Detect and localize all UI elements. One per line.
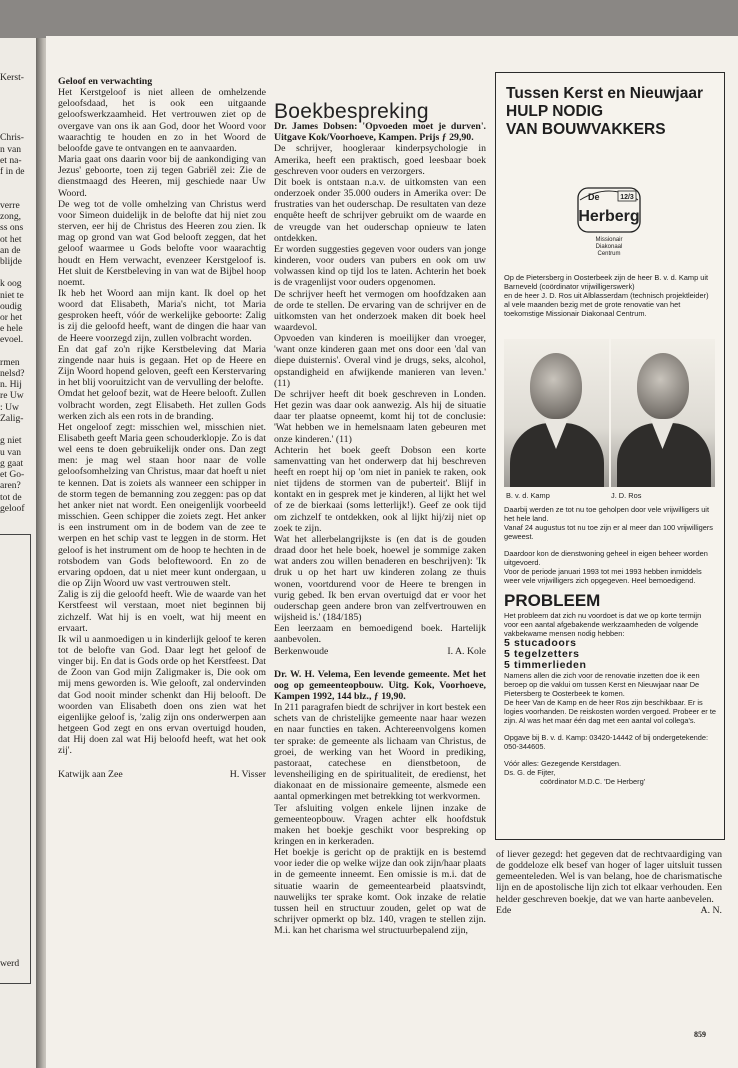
- previous-page-fragment: geloof: [0, 503, 25, 514]
- signature-place: Berkenwoude: [274, 645, 329, 657]
- previous-page-fragment: zong,: [0, 211, 22, 222]
- ad-call: Namens allen die zich voor de renovatie inzetten doe ik een beroep op die vaklui om tussen Kerst en Nieuwjaar naar De Pietersberg te Oosterbeek te komen.: [504, 671, 700, 698]
- photo-kamp: [504, 339, 609, 487]
- herberg-advertisement: [495, 72, 725, 840]
- paragraph: De schrijver, hoogleraar kinderpsychologie in Amerika, heeft een praktisch, goed leesbaar boek geschreven voor ouders en verzorgers.: [274, 143, 486, 177]
- paragraph: Omdat het geloof bezit, wat de Heere belooft. Zullen volbracht worden, zegt Elisabeth. Het zullen Gods werken zich als een rots in de branding.: [58, 388, 266, 422]
- column-geloof-en-verwachting: [58, 76, 266, 780]
- photo-ros: [611, 339, 716, 487]
- previous-page-fragment: g niet: [0, 435, 22, 446]
- previous-page-fragment: Kerst-: [0, 72, 24, 83]
- ad-body: Voor de periode januari 1993 tot mei 1993 hebben inmiddels weer vele vrijwilligers zich opgegeven. Heel bemoedigend.: [504, 567, 702, 585]
- signature-name: H. Visser: [229, 768, 266, 780]
- previous-page-fragment: niet te: [0, 290, 24, 301]
- page: [46, 36, 738, 1068]
- signature-place: Ede: [496, 904, 512, 916]
- logo-text-de: De: [588, 192, 600, 202]
- previous-page-fragment: k oog: [0, 278, 22, 289]
- paragraph: Ik heb het Woord aan mijn kant. Ik doel op het woord dat Elisabeth, Maria's nicht, tot Maria gesproken heeft, vóór de werkelijke geboorte: Zalig is zij die geloofd heeft, want de dingen die haar van de Heere voorzegd zijn, zullen volbracht worden.: [58, 287, 266, 344]
- page-number: 859: [694, 1030, 706, 1039]
- skill-item: 5 timmerlieden: [504, 659, 587, 671]
- column-boekbespreking: [274, 100, 486, 937]
- paragraph: En dat gaf zo'n rijke Kerstbeleving dat Maria zingende naar huis is gegaan. Het op de Heere en Zijn Woord hopend geloven, geeft een Kerstervaring in het blij vooruitzicht van de vervulling der belofte.: [58, 343, 266, 389]
- logo-sub-line: Missionair: [595, 237, 623, 243]
- skill-item: 5 tegelzetters: [504, 648, 580, 660]
- caption-right: J. D. Ros: [611, 491, 642, 500]
- section-title: Boekbespreking: [274, 100, 429, 123]
- ad-contact: Opgave bij B. v. d. Kamp: 03420-14442 of bij ondergetekende: 050-344605.: [504, 733, 709, 751]
- paragraph: Ter afsluiting volgen enkele lijnen inzake de gemeenteopbouw. Vragen achter elk hoofdstuk maken het boekje geschikt voor bespreking op kringen en in kerkeraden.: [274, 802, 486, 847]
- paragraph: Ik wil u aanmoedigen u in kinderlijk geloof te keren tot de belofte van God. Daar legt het geloof de vinger bij. En dat is Gods orde op het Kerstfeest. Dat de Zoon van God mijn Zaligmaker is, Die ook om mij mens geworden is. Wie gelooft, zal ondervinden dat God nooit minder schenkt dan Hij belooft. De woorden van Elisabeth doen ons zien wat het eigenlijke geloof is, 'zalig zijn ons onderwerpen aan hetgeen God zegt en ons ervan overtuigd houden, dat Hij doen zal wat Hij beloofd heeft, wat het ook zij'.: [58, 633, 266, 757]
- paragraph: In 211 paragrafen biedt de schrijver in kort bestek een schets van de christelijke gemeente naar haar wezen en naar functies en taken. Achtereenvolgens komen ter sprake: de gemeente als lichaam van Christus, de groei, de werking van het Woord in prediking, pastoraat, catechese en dienstbetoon, de levensheiliging en de spiritualiteit, de eredienst, het diakonaat en de missionaire gemeente, alsmede een aantal opmerkingen met betrekking tot werkvormen.: [274, 702, 486, 803]
- paragraph: Een leerzaam en bemoedigend boek. Hartelijk aanbevolen.: [274, 623, 486, 646]
- paragraph: De weg tot de volle omhelzing van Christus werd voor Simeon duidelijk in de belofte dat hij niet zou sterven, eer hij de Christus des Heeren zou zien. Ik mag op grond van wat God belooft zeggen, dat het geloof waarmee u Gods belofte voor waarachtig houdt en Hem verwacht, evenzeer Kerstgeloof is. Het sluit de Kerstbeleving in van wat de Bijbel hoop noemt.: [58, 198, 266, 288]
- ad-intro-line: al vele maanden bezig met de grote renovatie van het toekomstige Missionair Diakonaal Centrum.: [504, 300, 681, 318]
- previous-page-fragment: u van: [0, 447, 22, 458]
- previous-page-fragment: ot het: [0, 234, 22, 245]
- previous-page-fragment: re Uw: [0, 390, 24, 401]
- previous-page-fragment: evoel.: [0, 334, 24, 345]
- previous-page-box: [0, 534, 31, 984]
- signature-place: Katwijk aan Zee: [58, 768, 123, 780]
- ad-body: Daarbij werden ze tot nu toe geholpen door vele vrijwilligers uit het hele land.: [504, 505, 709, 523]
- signature-name: A. N.: [700, 904, 722, 916]
- previous-page-fragment: et na-: [0, 155, 22, 166]
- book-review-heading-2: Dr. W. H. Velema, Een levende gemeente. Met het oog op gemeenteopbouw. Uitg. Kok, Voorhoeve, Kampen 1992, 144 blz., ƒ 19,90.: [274, 668, 486, 702]
- ad-title-line: HULP NODIG: [506, 103, 604, 120]
- photo-captions: [506, 491, 716, 500]
- paragraph: Opvoeden van kinderen is moeilijker dan vroeger, 'want onze kinderen gaan met ons door een 'dal van diepe duisternis'. Overal vind je drugs, seks, alcohol, opstandigheid en afwijkende manieren van leven.' (11): [274, 333, 486, 389]
- paragraph: Het boekje is gericht op de praktijk en is bestemd voor ieder die op welke wijze dan ook zijn/haar plaats in de gemeente inneemt. Een omissie is m.i. dat de situatie waarin de gemeentearbeid plaatsvindt, nauwelijks ter sprake komt. Ook inzake de relatie tussen heil en structuur zouden, gelet op wat de schrijver opmerkt op blz. 140, vragen te stellen zijn. M.i. kan het charisma wel structuurbepalend zijn,: [274, 847, 486, 937]
- caption-left: B. v. d. Kamp: [506, 491, 550, 500]
- paragraph: Het Kerstgeloof is niet alleen de omhelzende geloofsdaad, het is ook een uitgaande geloofswerkzaamheid. Het vertrouwen ziet op de overgave van ons ik aan God, door het Woord voor waarachtig te houden en zo in het Woord de beloofde gave te ontvangen en te aanvaarden.: [58, 87, 266, 154]
- previous-page-fragment: f in de: [0, 166, 25, 177]
- previous-page-fragment: werd: [0, 958, 20, 969]
- previous-page-fragment: Zalig-: [0, 413, 24, 424]
- previous-page-fragment: tot de: [0, 492, 22, 503]
- logo-sub-line: Diakonaal: [595, 244, 623, 250]
- ad-title-line: VAN BOUWVAKKERS: [506, 121, 666, 138]
- skill-item: 5 stucadoors: [504, 637, 577, 649]
- paragraph: Er worden suggesties gegeven voor ouders van jonge kinderen, voor ouders van pubers en ook om uw volwassen kind op tijd los te laten. Achterin het boek is de vragenlijst voor ouders opgenomen.: [274, 243, 486, 289]
- previous-page-fragment: or het: [0, 312, 23, 323]
- herberg-logo: [576, 186, 642, 262]
- previous-page-fragment: blijde: [0, 256, 22, 267]
- ad-footer: Ds. G. de Fijter,: [504, 768, 556, 777]
- section-heading: Geloof en verwachting: [58, 76, 153, 87]
- ad-body: Daardoor kon de dienstwoning geheel in eigen beheer worden uitgevoerd.: [504, 549, 708, 567]
- previous-page-fragment: nelsd?: [0, 368, 25, 379]
- paragraph: Zalig is zij die geloofd heeft. Wie de waarde van het Kerstfeest wil verstaan, moet niet beginnen bij zichzelf. Wat hij is en voelt, wat hij meent en ervaart.: [58, 589, 266, 634]
- previous-page-fragment: : Uw: [0, 402, 19, 413]
- ad-title: [506, 85, 724, 139]
- review-continuation: [496, 849, 722, 916]
- paragraph: De schrijver heeft dit boek geschreven in Londen. Het gezin was daar ook aanwezig. Als hij de situatie daar ter plaatse opneemt, komt hij tot de conclusie: 'Wat hebben we in hemelsnaam laten gebeuren met onze kinderen.' (11): [274, 388, 486, 445]
- ad-intro-line: Op de Pietersberg in Oosterbeek zijn de heer B. v. d. Kamp uit Barneveld (coördinator vrijwilligerswerk): [504, 273, 709, 291]
- paragraph: Het ongeloof zegt: misschien wel, misschien niet. Elisabeth geeft Maria geen schouderklopje. Zo is dat wel eens te doen gebruikelijk onder ons. Dan zegt men: je mag wel staan hoor naar de volle geloofsomhelzing van Christus, maar dat hoeft u niet te kennen. Dat is zoiets als wanneer een schipper in de storm tegen de bemanning zou zeggen: pas op dat het anker niet nat wordt. Een oneigenlijk voorbeeld misschien. Geen schipper die zoiets zegt. Het anker is een instrument om in de bodem van de zee te werpen en het schip vast te leggen in de storm. Het geloof is het instrument om de hoop te hechten in de rotsbodem van Gods beloftewoord. En zo de ervaring opdoen, dat u niet meer kunt ondergaan, u die op Zijn Woord uw vast vertrouwen stelt.: [58, 421, 266, 590]
- previous-page-fragment: an de: [0, 245, 21, 256]
- probleem-text: Het probleem dat zich nu voordoet is dat we op korte termijn voor een aantal afgebakende werkzaamheden de volgende vakbekwame mensen nodig hebben:: [504, 611, 702, 638]
- previous-page-fragment: n. Hij: [0, 379, 22, 390]
- logo-number: 12/3: [620, 194, 634, 201]
- ad-intro-line: en de heer J. D. Ros uit Alblasserdam (technisch projektleider): [504, 291, 709, 300]
- ad-call: De heer Van de Kamp en de heer Ros zijn beschikbaar. Er is logies voorhanden. De reiskosten worden vergoed. Probeer er te zijn. Al was het maar één dag met een aantal vol collega's.: [504, 698, 716, 725]
- previous-page-fragment: aren?: [0, 480, 21, 491]
- continuation-text: of liever gezegd: het gegeven dat de rechtvaardiging van de goddeloze elk besef van hoger of lager uitsluit tussen gemeenteleden. Wel is van belang, hoe de charismatische lijn en de apostolische lijn zich tot elkaar verhouden. Een helder geschreven boekje, dat we van harte aanbevelen.: [496, 849, 722, 905]
- probleem-heading: PROBLEEM: [504, 591, 601, 610]
- logo-sub-line: Centrum: [597, 251, 621, 257]
- previous-page-fragment: g gaat: [0, 458, 24, 469]
- previous-page-fragment: n van: [0, 144, 22, 155]
- ad-title-line: Tussen Kerst en Nieuwjaar: [506, 85, 703, 102]
- ad-body: Vanaf 24 augustus tot nu toe zijn er al meer dan 100 vrijwilligers geweest.: [504, 523, 713, 541]
- book-review-heading-1: Dr. James Dobsen: 'Opvoeden moet je durven'. Uitgave Kok/Voorhoeve, Kampen. Prijs ƒ 29,90.: [274, 121, 486, 144]
- paragraph: Dit boek is ontstaan n.a.v. de uitkomsten van een onderzoek onder 35.000 ouders in Amerika over: De frustraties van het ouderschap. De resultaten van deze enquête heeft de schrijver gebruikt om de waarde en de vreugde van het ouderschap opnieuw te laten ontdekken.: [274, 176, 486, 244]
- signature: [58, 769, 266, 780]
- logo-text-herberg: Herberg: [578, 208, 640, 225]
- review-signature-2: [496, 905, 722, 916]
- skills-list: [504, 638, 716, 671]
- ad-footer: Vóór alles: Gezegende Kerstdagen.: [504, 759, 622, 768]
- paragraph: Achterin het boek geeft Dobson een korte samenvatting van het onderwerp dat hij beschreven heeft en roept hij op 'om niet in paniek te raken, ook niet tijdens de stormen van de puberteit'. Blijf in kontakt en in gesprek met je kinderen, al lijkt het wel of ze de bierkaai (soms letterlijk!). Geef ze ook tijd om zichzelf te ontdekken, ook al lijkt hij/zij niet op zoek te zijn.: [274, 444, 486, 534]
- paragraph: Maria gaat ons daarin voor bij de aankondiging van Jezus' geboorte, toen zij tegen Gabriël zei: Zie de dienstmaagd des Heeren, mij geschiede naar Uw Woord.: [58, 154, 266, 199]
- signature-name: I. A. Kole: [447, 645, 486, 657]
- previous-page-fragment: e hele: [0, 323, 23, 334]
- review-signature-1: [274, 646, 486, 657]
- previous-page-fragment: et Go-: [0, 469, 25, 480]
- previous-page-edge: [0, 38, 36, 1068]
- photo-strip: [504, 339, 715, 487]
- previous-page-fragment: ss ons: [0, 222, 24, 233]
- previous-page-fragment: rmen: [0, 357, 20, 368]
- paragraph: De schrijver heeft het vermogen om hoofdzaken aan de orde te stellen. De ervaring van de schrijver en de uitkomsten van het onderzoek maken dit boek heel waardevol.: [274, 288, 486, 333]
- previous-page-fragment: oudig: [0, 301, 22, 312]
- paragraph: Wat het allerbelangrijkste is (en dat is de gouden draad door het hele boek, hoewel je sommige zaken wat anders zou willen benaderen en beschrijven): 'Ik druk u op het hart uw kinderen zolang ze thuis wonen, voortdurend voor de Heere te brengen in vurig gebed. Ik ben ervan overtuigd dat er voor het ouderschap geen andere bron van zelfvertrouwen en wijsheid is.' (184/185): [274, 533, 486, 624]
- ad-footer: coördinator M.D.C. 'De Herberg': [540, 777, 646, 786]
- previous-page-fragment: Chris-: [0, 132, 24, 143]
- previous-page-fragment: verre: [0, 200, 20, 211]
